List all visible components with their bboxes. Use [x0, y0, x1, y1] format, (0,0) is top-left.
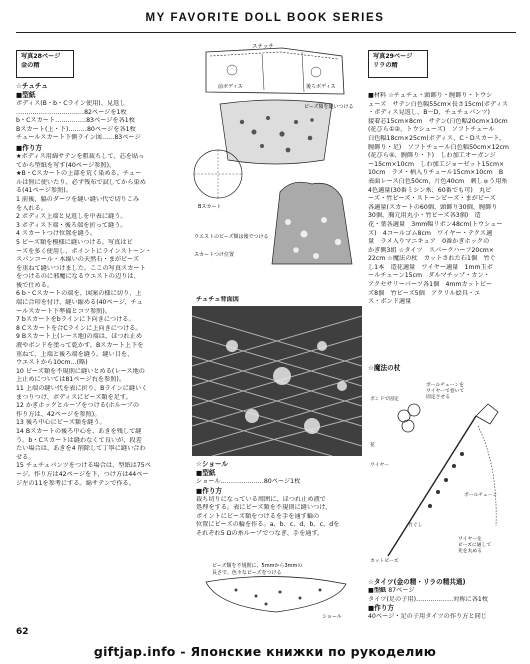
materials-line: 花・葉各適量 3mm幅リボン48cm(トウシュー: [368, 220, 503, 228]
method-line: 12 かぎホックとループをつける(ホループの: [16, 402, 140, 410]
shawl-method-line: 位置にビーズの輪を作る。a、b、c、d、b、c、dを: [196, 521, 340, 529]
method-line: る(41ページ参照)。: [16, 187, 72, 195]
right-title-box: [368, 50, 428, 78]
method-line: たい場合は、あきを4 削除して丁寧に縫い合わ: [16, 445, 146, 453]
diagram-label: ボールチェーン: [464, 493, 498, 498]
method-line: 2 ボディス上端と見返しを中表に縫う。: [16, 213, 127, 221]
method-line: 10 ビーズ類を不規則に縫いとめる(レース地の: [16, 367, 145, 375]
method-line: 13 後ろ中心にビーズ類を縫う。: [16, 419, 106, 427]
left-method-heading: ■作り方: [16, 143, 43, 152]
materials-line: ・ボディス見返し、B～D、チュチュパンツ): [368, 109, 490, 117]
header-rule: [16, 32, 516, 33]
left-title-box: [16, 50, 74, 78]
bodice-diagrams: [192, 42, 360, 274]
diagram-label: Bスカート: [198, 204, 222, 210]
method-line: ★B・Cスカートの上部を荒く染める。チュー: [16, 170, 142, 178]
bead-motif: [311, 67, 321, 77]
tutu-back: [272, 182, 352, 264]
method-line: ルは無に使いたり、必ず残布で試してから染め: [16, 178, 146, 186]
shawl-pattern-line: ショール…………………80ページ1枚: [196, 478, 301, 485]
lace-pattern: [192, 306, 362, 456]
materials-line: 4色適量(30番ミシン糸、60番でも可) 丸ビ: [368, 186, 492, 194]
diagram-label: ビーズ類を縫いつける: [304, 104, 354, 110]
diagram-label: 長さで、色々なビーズをつける: [212, 570, 282, 576]
bead-motif: [227, 65, 237, 75]
materials-line: 腕飾り・足) ソフトチュール白色幅50cm×12cm: [368, 143, 509, 151]
left-title-line1: 写真28ページ: [21, 53, 61, 60]
materials-line: 22cm ☆魔法の杖 カットされた石1個 竹ぐ: [368, 255, 496, 263]
diagram-label: ショール: [322, 614, 342, 620]
method-line: ★ボディス用綿サテンを粗裁ちして、芯を貼っ: [16, 152, 145, 160]
materials-list: [368, 92, 518, 360]
method-line: を入れる。: [16, 204, 47, 212]
materials-line: し1本 造花適量 ワイヤー適量 1mm玉ボ: [368, 263, 493, 271]
method-line: ーズを多く使用し、ポイントにラインストーン・: [16, 247, 152, 255]
materials-line: (花びら④、腕飾り・下) しわ加工オーガンジ: [368, 152, 496, 160]
method-line: う。b・Cスカートは縫わなくて良いが、段差: [16, 436, 142, 444]
materials-line: ューズ サテン白色幅55cm×長さ15cm(ボディス: [368, 100, 509, 108]
pattern-line: ボディス(B・b・Cライン使用)、見返し: [16, 100, 126, 107]
materials-line: 10cm ラメ・柄入りチュール15cm×10cm B: [368, 169, 504, 177]
tights-method-line: 40ページ・足の子用タイツの作り方と同じ: [368, 613, 487, 621]
method-line: スパンコール・木綿いの天然石・まがビーズ: [16, 256, 140, 264]
materials-line: 量 ラメ入りマニキュア 0番かぎホックの: [368, 238, 490, 246]
shawl-method-heading: ■作り方: [196, 486, 223, 495]
tights-pattern-ref: 87ページ: [388, 587, 415, 594]
method-line: 8 Cスカートを合Cラインに上向きにつける。: [16, 324, 142, 332]
method-line: 9 Bスカート上(レース地)の端は、ほつれ止め: [16, 333, 143, 341]
page-number: 62: [16, 627, 29, 637]
method-line: 11 上端の縫い代を表に折り、Bラインに縫いく: [16, 385, 148, 392]
materials-line: 白色幅18cm×25cm(ボディス、C・Dスカート、: [368, 134, 506, 142]
method-line: 6 b・Cスカートの端を、図案の様に切り、上: [16, 290, 142, 298]
magic-wand-diagram: [368, 376, 518, 566]
diagram-label: ワイヤー: [370, 463, 390, 468]
method-line: てから型紙を写す(40ページ参照)。: [16, 161, 116, 169]
shawl-section: [196, 460, 362, 540]
materials-line: (花びら①②、トウシューズ) ソフトチュール: [368, 126, 495, 134]
tights-heading: ☆タイツ(金の精・リラの精共通): [368, 578, 466, 586]
method-line: ージ。作り方は42ページを下、つけ方は44ペー: [16, 470, 149, 478]
shawl-method-line: それぞれ5 Ωの糸ループでつなぎ、手を通す。: [196, 529, 324, 537]
wand-flower: [398, 404, 420, 432]
shawl-diagram: [196, 560, 362, 622]
method-line: 14 Bスカートの後ろ中心を、あきを残して縫: [16, 427, 142, 435]
method-line: 7 bスカートをbラインに下向きにつける。: [16, 316, 135, 324]
left-item-name: ☆チュチュ: [16, 82, 48, 90]
method-line: 液やボンドを塗って乾かす。Bスカート上下を: [16, 342, 144, 350]
materials-line: ス・ボンド適量: [368, 298, 412, 306]
tights-line: タイツ(足の子用)………………対称に各1枚: [368, 595, 489, 603]
materials-line: 接着芯15cm×8cm サテン(白色幅20cm×10cm: [368, 117, 508, 125]
diagram-label: ワイヤーを: [458, 537, 482, 542]
method-line: 15 チュチュパンツをつける場合は、型紙は75ペ: [16, 462, 151, 470]
method-line: ジ左の11を参考にする。綿サテンで作る。: [16, 479, 135, 487]
left-column-text: [16, 82, 191, 622]
wand-stick: [388, 416, 476, 556]
pattern-line: b・Cスカート……………83ページを各1枚: [16, 117, 135, 125]
method-line: 重ねて、上端と後ろ端を縫う。縫い目を、: [16, 350, 134, 358]
tutu-photo: [192, 296, 362, 456]
method-line: 後で仕める。: [16, 281, 54, 289]
materials-line: ズ8個 竹ビーズ5個 アクリル絵具・エ: [368, 289, 481, 297]
diagram-label: ステッチ: [252, 44, 274, 50]
materials-line: ールチェーン15cm ダルマチップ・カン・: [368, 272, 490, 280]
method-line: 作り方は、42ページを参照)。: [16, 410, 101, 418]
diagram-label: ボンドで固定: [370, 397, 399, 402]
materials-line: 各適量(スカートの60個、頭飾り30個、腕飾り: [368, 203, 498, 211]
shawl-pattern-heading: ■型紙: [196, 469, 216, 477]
method-line: を重ねて縫いつけました。ここの写真スカート: [16, 264, 146, 272]
diagram-label: 花: [370, 443, 375, 448]
method-line: 1 前後、脇のダーツを縫い縫い代で切りこみ: [16, 195, 140, 203]
method-line: 上止めについては81ページ右を参照)。: [16, 376, 126, 384]
footer-link[interactable]: giftjap.info - Японские книжки по рукоделию: [93, 644, 437, 659]
shawl-outline: [206, 576, 346, 612]
tights-method-heading: ■作り方: [368, 604, 395, 613]
shawl-method-line: 裁ち切りになっている周囲に、ほつれ止め液で: [196, 495, 326, 503]
method-line: 端に合印を付け、縫い縮める(40ページ、チュ: [16, 299, 143, 307]
method-line: せる。: [16, 453, 35, 461]
diagram-label: ビーズ類を不規則に、5mmから3mmの: [212, 563, 303, 569]
tights-section: [368, 578, 518, 624]
method-line: ウエストから10cm…(略): [16, 359, 88, 367]
method-line: 4 スカートつけ位置を縫う。: [16, 230, 97, 238]
materials-line: ズ) 4コールゴム8cm ワイヤー・テクス適: [368, 229, 493, 237]
materials-line: ■材料 ☆チュチュ・頭飾り・腕飾り・トウシ: [368, 92, 493, 99]
method-line: をつけるのに邪魔になるウエストの辺りは、: [16, 273, 140, 281]
diagram-label: 後ろボディス: [306, 84, 336, 90]
diagram-label: 固定させる: [426, 395, 450, 400]
materials-line: 表面レース白色50cm、片色40cm 刺しゅう用糸: [368, 177, 508, 185]
wand-stone: [476, 404, 498, 424]
left-title-line2: 金の精: [21, 61, 40, 69]
pattern-line: Bスカート(上・下)………80ページを各1枚: [16, 125, 136, 133]
shawl-item-name: ☆ショール: [196, 460, 229, 468]
diagram-label: ワイヤーで巻いて: [426, 389, 465, 394]
wand-heading: ☆魔法の杖: [368, 364, 401, 372]
diagram-label: ボールチェーンを: [426, 383, 465, 388]
method-line: 5 ビーズ類を模様に縫いつける。写真はビ: [16, 238, 133, 246]
diagram-label: スカートつけ位置: [194, 252, 235, 258]
shawl-method-line: ポイントにビーズ類をつけるを手を通す輪の: [196, 512, 320, 520]
pattern-line: チュールスカート下側ライン図……83ページ: [16, 134, 141, 142]
diagram-label: 前ボディス: [218, 84, 243, 90]
diagram-label: ビーズに通して: [458, 543, 492, 548]
ball-chain: [478, 426, 496, 526]
materials-line: かぎ側3組 ☆タイツ スパークハーフ20cm×: [368, 246, 494, 254]
diagram-label: カットビーズ: [370, 559, 399, 564]
tights-pattern-heading: ■型紙: [368, 587, 387, 594]
right-title-line1: 写真29ページ: [373, 53, 413, 60]
diagram-label: 竹ぐし: [408, 523, 423, 528]
right-title-line2: リラの精: [373, 61, 398, 69]
method-line: 3 ボディス下端・後ろ端を折って縫う。: [16, 221, 127, 229]
left-pattern-heading: ■型紙: [16, 91, 36, 99]
photo-caption: チュチュ背面図: [196, 296, 239, 303]
series-title: MY FAVORITE DOLL BOOK SERIES: [145, 12, 385, 24]
dart-lines: [262, 52, 304, 92]
materials-line: 30個、胸元用丸小・竹ビーズ各3個) 造: [368, 212, 481, 220]
shawl-method-line: 処理をする。表にビーズ類を不規則に縫いつけ、: [196, 504, 332, 512]
pattern-line: ……………………………82ページを1枚: [16, 108, 127, 116]
method-line: まつりつけ、ボディスにビーズ類を足す。: [16, 393, 132, 401]
materials-line: アクセサリーパーツ各1個 4mmカットビー: [368, 281, 493, 289]
materials-line: ー15cm×10cm しわ加工ジョーゼット15cm×: [368, 160, 505, 168]
materials-line: ーズ・竹ビーズ・ストーンビーズ・まがビーズ: [368, 195, 496, 203]
method-line: ールスカート下準備とコツ参照)。: [16, 307, 111, 315]
diagram-label: 先を丸める: [458, 549, 482, 554]
diagram-label: ウエストのビーズ類は後でつける: [194, 234, 269, 240]
